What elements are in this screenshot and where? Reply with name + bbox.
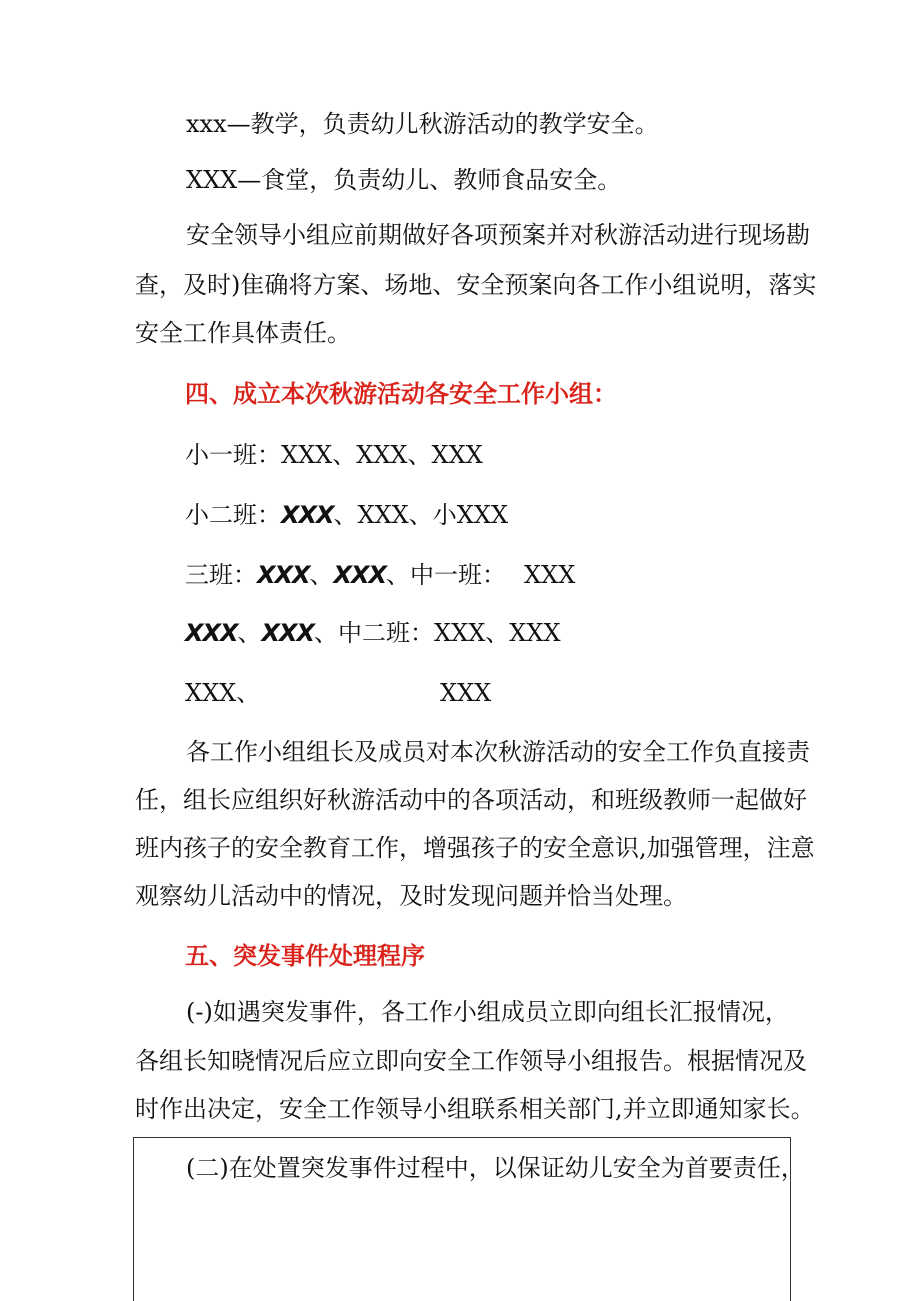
paragraph-line: XXX—食堂，负责幼儿、教师食品安全。 [186,166,622,194]
paragraph-line: 班内孩子的安全教育工作，增强孩子的安全意识,加强管理，注意 [135,834,815,862]
paragraph-line: 安全领导小组应前期做好各项预案并对秋游活动进行现场勘 [186,221,810,249]
paragraph-line: 观察幼儿活动中的情况，及时发现问题并恰当处理。 [135,882,687,910]
group-line [185,677,260,709]
group-text: XXX [456,501,509,529]
group-line [440,677,491,709]
group-text: 、XXX、小 [333,501,457,529]
group-text: 、中二班：XXX、XXX [314,619,561,647]
group-text: 小一班：XXX、XXX、 [185,441,432,469]
group-text-italic: XXX [333,561,387,589]
paragraph-line: 任，组长应组织好秋游活动中的各项活动，和班级教师一起做好 [135,786,807,814]
group-text: 三班： [185,561,257,589]
group-text-italic: XXX [185,619,238,647]
group-text: 小二班： [185,501,281,529]
paragraph-line: (-)如遇突发事件，各工作小组成员立即向组长汇报情况， [186,998,789,1026]
group-line [185,617,561,649]
group-line [185,439,483,471]
paragraph-line: 各组长知晓情况后应立即向安全工作领导小组报告。根据情况及 [135,1047,807,1075]
group-text-italic: XXX [257,561,310,589]
paragraph-line: 各工作小组组长及成员对本次秋游活动的安全工作负直接责 [186,738,810,766]
section-heading-5: 五、突发事件处理程序 [185,942,425,970]
group-text: XXX [440,679,492,707]
paragraph-line: xxx—教学，负责幼儿秋游活动的教学安全。 [186,110,659,138]
group-line [185,499,508,531]
group-text-italic: XXX [261,619,315,647]
group-text: 、中一班： [386,561,507,589]
section-heading-4: 四、成立本次秋游活动各安全工作小组： [185,380,617,408]
paragraph-line: 查，及时)隹确将方案、场地、安全预案向各工作小组说明，落实 [135,271,817,299]
group-text: XXX [431,441,483,469]
paragraph-line: (二)在处置突发事件过程中，以保证幼儿安全为首要责任， [186,1154,805,1182]
group-text: 、 [237,619,262,647]
group-line [185,559,575,591]
paragraph-line: 时作出决定，安全工作领导小组联系相关部门,并立即通知家长。 [135,1095,815,1123]
paragraph-line: 安全工作具体责任。 [135,319,351,347]
group-text-italic: XXX [281,501,334,529]
group-text: XXX [524,561,576,589]
group-text: XXX、 [185,679,261,707]
group-text: 、 [309,561,334,589]
